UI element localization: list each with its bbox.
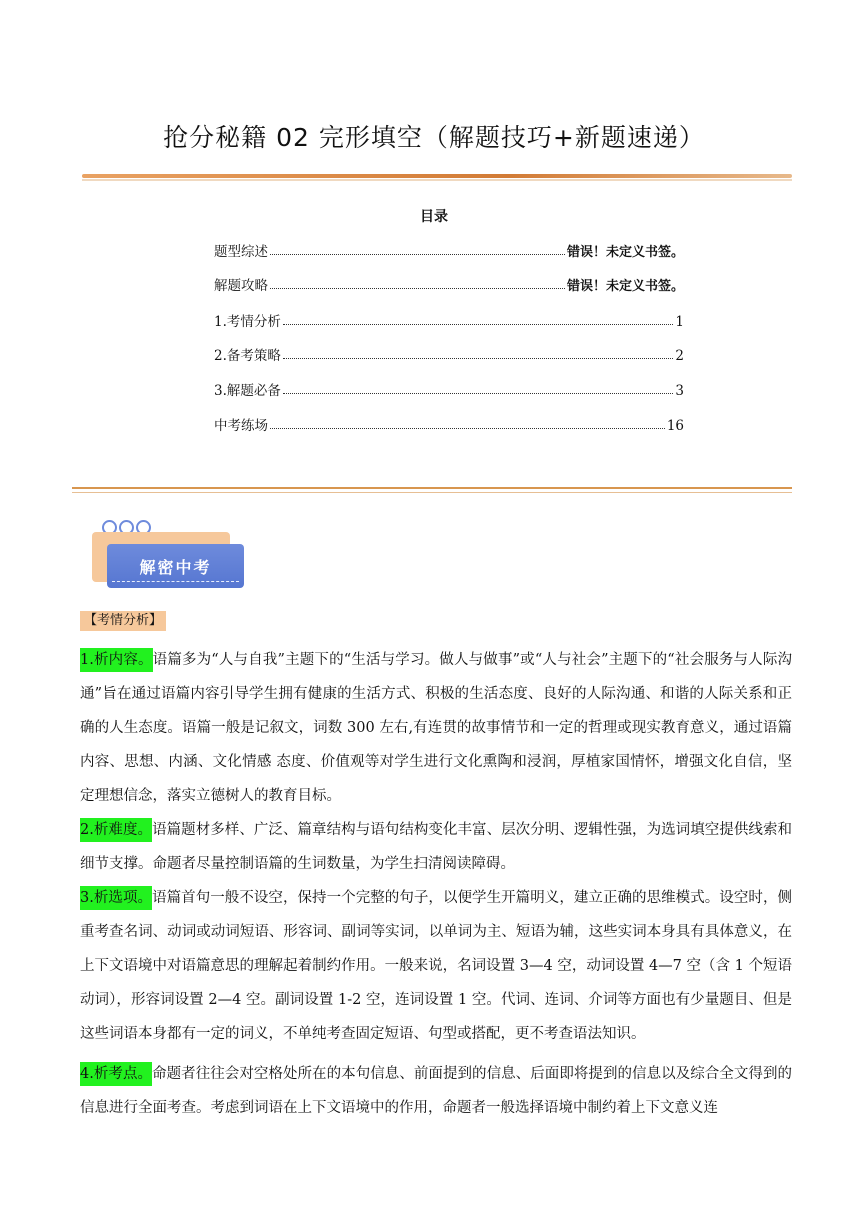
- badge-dashed-line: [112, 581, 239, 582]
- analysis-paragraph: [80, 643, 792, 813]
- toc-item[interactable]: [214, 379, 684, 399]
- toc-item-label: 解题攻略: [214, 278, 268, 294]
- toc-item-label: 1.考情分析: [214, 314, 281, 330]
- section-badge: 解密中考: [107, 544, 244, 588]
- title-underline-shadow: [82, 179, 792, 181]
- paragraph-body: 语篇首句一般不设空，保持一个完整的句子，以便学生开篇明义，建立正确的思维模式。设空时，侧重考查名词、动词或动词短语、形容词、副词等实词，以单词为主、短语为辅，这些实词本身具有具体意义，在上下文语境中对语篇意思的理解起着制约作用。一般来说，名词设置 3—4 空，动词设置 4—7 空（含 1 个短语动词），形容词设置 2—4 空。副词设置 1-2 空，连词设置 1 空。代词、连词、介词等方面也有少量题目、但是这些词语本身都有一定的词义，不单纯考查固定短语、句型或搭配，更不考查语法知识。: [80, 890, 792, 1042]
- toc-item[interactable]: [214, 344, 684, 364]
- section-divider: [72, 487, 792, 489]
- toc-item-label: 2.备考策略: [214, 348, 281, 364]
- title-underline: [82, 174, 792, 178]
- analysis-paragraph: [80, 1057, 792, 1125]
- section-divider-thin: [72, 492, 792, 493]
- toc-item-page: 错误！未定义书签。: [566, 245, 684, 260]
- section-tag: 【考情分析】: [80, 611, 166, 631]
- toc-leader-dots: [270, 254, 565, 255]
- toc-item-page: 3: [675, 383, 684, 399]
- toc-item-page: 2: [675, 348, 684, 364]
- toc-heading: 目录: [420, 209, 448, 225]
- toc-item-page: 错误！未定义书签。: [566, 279, 684, 294]
- toc-leader-dots: [283, 393, 674, 394]
- toc-leader-dots: [283, 358, 674, 359]
- toc-item[interactable]: [214, 414, 684, 434]
- paragraph-lead: 3.析选项。: [80, 886, 152, 910]
- document-title: 抢分秘籍 02 完形填空（解题技巧+新题速递）: [163, 123, 705, 152]
- toc-item[interactable]: [214, 310, 684, 330]
- paragraph-body: 语篇多为“人与自我”主题下的“生活与学习。做人与做事”或“人与社会”主题下的“社会服务与人际沟通”旨在通过语篇内容引导学生拥有健康的生活方式、积极的生活态度、良好的人际沟通、和谐的人际关系和正确的人生态度。语篇一般是记叙文，词数 300 左右,有连贯的故事情节和一定的哲理或现实教育意义，通过语篇内容、思想、内涵、文化情感 态度、价值观等对学生进行文化熏陶和浸润，厚植家国情怀，增强文化自信，坚定理想信念，落实立德树人的教育目标。: [80, 652, 792, 804]
- toc-item-label: 中考练场: [214, 418, 268, 434]
- paragraph-lead: 1.析内容。: [80, 648, 153, 672]
- toc-item-page: 16: [666, 418, 684, 434]
- toc-item[interactable]: [214, 274, 684, 294]
- toc-leader-dots: [270, 428, 665, 429]
- toc-item[interactable]: [214, 240, 684, 260]
- toc-item-label: 题型综述: [214, 244, 268, 260]
- paragraph-lead: 2.析难度。: [80, 818, 152, 842]
- paragraph-body: 语篇题材多样、广泛、篇章结构与语句结构变化丰富、层次分明、逻辑性强，为选词填空提供线索和细节支撑。命题者尽量控制语篇的生词数量，为学生扫清阅读障碍。: [80, 822, 792, 872]
- analysis-paragraph: [80, 881, 792, 1051]
- toc-leader-dots: [270, 288, 565, 289]
- paragraph-body: 命题者往往会对空格处所在的本句信息、前面提到的信息、后面即将提到的信息以及综合全文得到的信息进行全面考查。考虑到词语在上下文语境中的作用，命题者一般选择语境中制约着上下文意义连: [80, 1066, 792, 1116]
- analysis-paragraph: [80, 813, 792, 881]
- paragraph-lead: 4.析考点。: [80, 1062, 152, 1086]
- toc-item-page: 1: [675, 314, 684, 330]
- toc-item-label: 3.解题必备: [214, 383, 281, 399]
- toc-leader-dots: [283, 324, 674, 325]
